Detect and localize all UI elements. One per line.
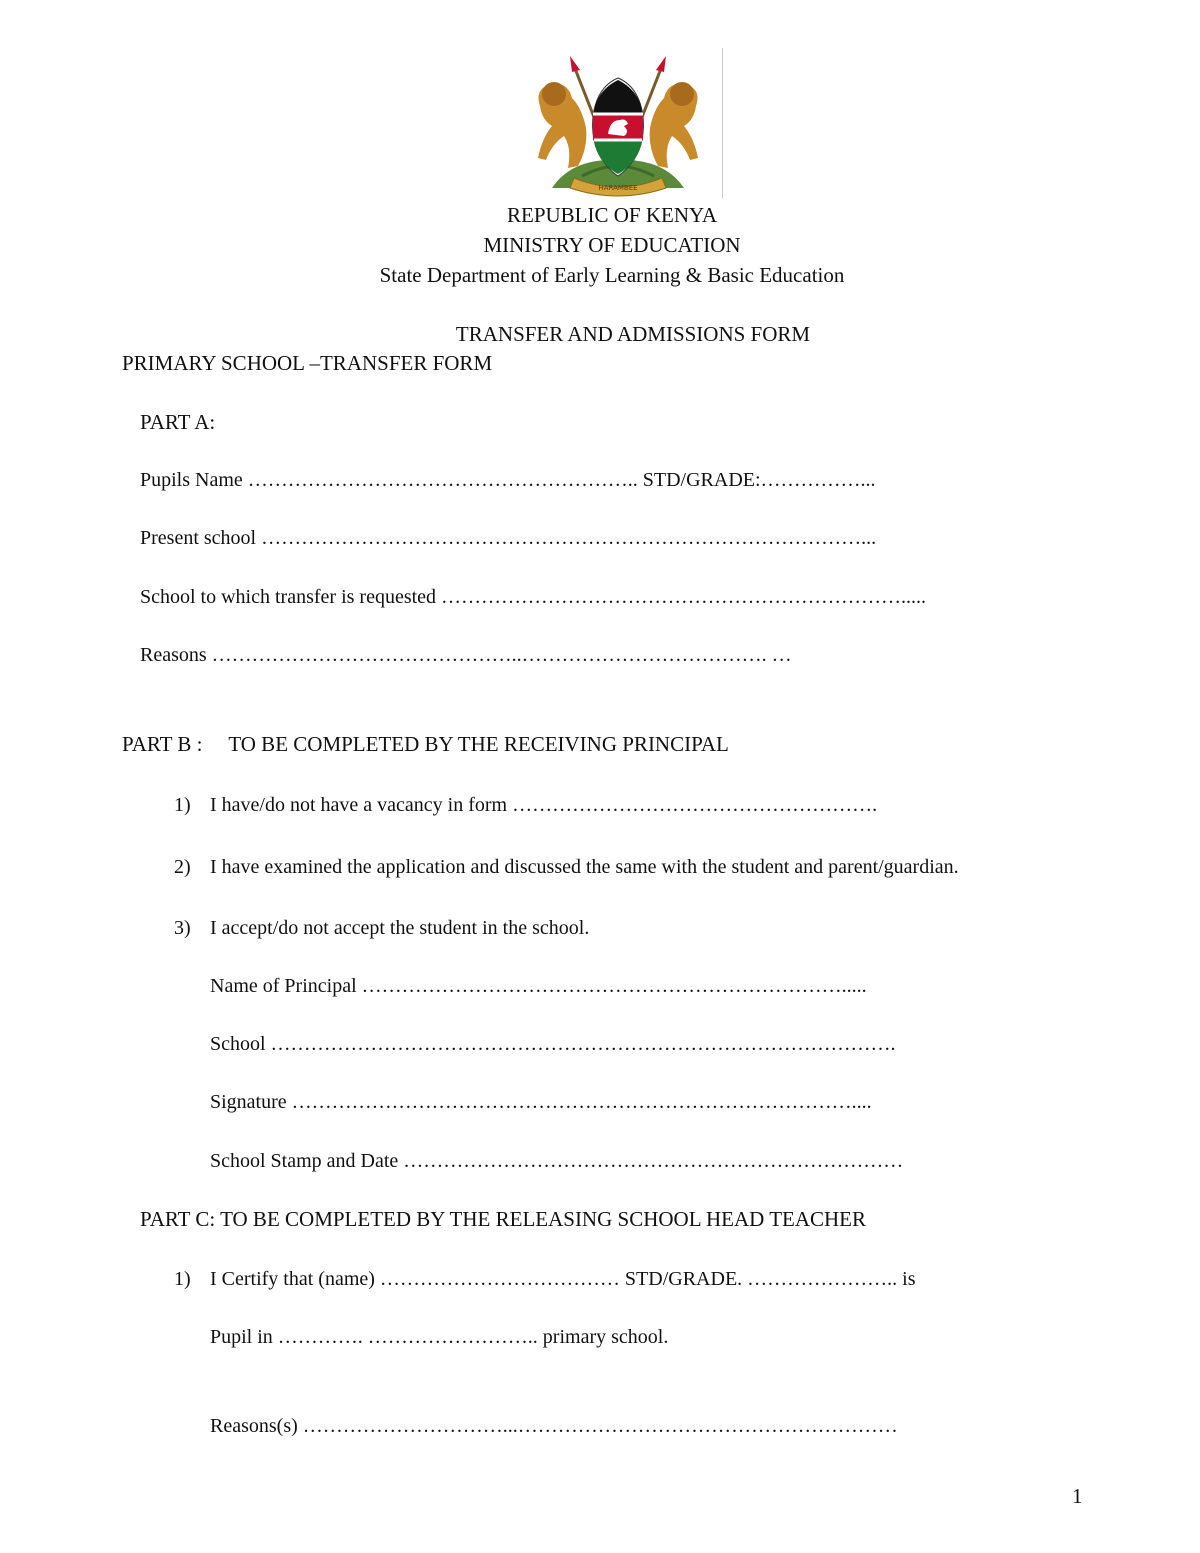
list-number: 1): [174, 1268, 191, 1290]
coat-of-arms-emblem: [512, 48, 724, 200]
school-requested-field[interactable]: School to which transfer is requested …………………………………………………………….....: [140, 586, 927, 608]
list-number: 2): [174, 856, 191, 878]
reasons-field[interactable]: Reasons ………………………………………..………………………………. …: [140, 644, 792, 666]
header-department: State Department of Early Learning & Basic Education: [379, 263, 845, 287]
pupils-name-field[interactable]: Pupils Name ………………………………………………….. STD/GRADE:……………...: [140, 469, 876, 491]
stamp-date-field[interactable]: School Stamp and Date …………………………………………………………………: [210, 1150, 904, 1172]
vacancy-statement: I have/do not have a vacancy in form ……………………………………………….: [210, 794, 878, 816]
part-b-item-2: [174, 856, 959, 879]
examined-statement: I have examined the application and discussed the same with the student and parent/guardian.: [210, 856, 959, 878]
pupil-in-field[interactable]: Pupil in …………. …………………….. primary school.: [210, 1326, 669, 1348]
release-reasons-field[interactable]: Reasons(s) …………………………...…………………………………………………: [210, 1415, 898, 1437]
part-c-heading: PART C: TO BE COMPLETED BY THE RELEASING SCHOOL HEAD TEACHER: [140, 1207, 867, 1231]
header-republic: REPUBLIC OF KENYA: [506, 203, 718, 227]
form-title: TRANSFER AND ADMISSIONS FORM: [455, 322, 811, 346]
certify-statement: I Certify that (name) ……………………………… STD/GRADE. ………………….. is: [210, 1268, 916, 1290]
emblem-divider: [722, 48, 723, 198]
part-b-item-3: [174, 917, 589, 940]
header-ministry: MINISTRY OF EDUCATION: [483, 233, 741, 257]
part-c-item-1[interactable]: [174, 1268, 916, 1291]
part-a-heading: PART A:: [140, 410, 216, 434]
signature-field[interactable]: Signature …………………………………………………………………………....: [210, 1091, 872, 1113]
school-field[interactable]: School ………………………………………………………………………………….: [210, 1033, 896, 1055]
list-number: 3): [174, 917, 191, 939]
principal-name-field[interactable]: Name of Principal ……………………………………………………………….....: [210, 975, 867, 997]
part-b-item-1[interactable]: [174, 794, 877, 817]
present-school-field[interactable]: Present school ………………………………………………………………………………...: [140, 527, 877, 549]
form-subtitle: PRIMARY SCHOOL –TRANSFER FORM: [122, 351, 493, 375]
emblem-motto: HARAMBEE: [598, 184, 638, 192]
accept-statement: I accept/do not accept the student in the school.: [210, 917, 590, 939]
list-number: 1): [174, 794, 191, 816]
page-number: 1: [1072, 1484, 1083, 1508]
kenya-coat-of-arms-icon: [512, 48, 724, 200]
part-b-heading: PART B : TO BE COMPLETED BY THE RECEIVING PRINCIPAL: [122, 732, 729, 756]
